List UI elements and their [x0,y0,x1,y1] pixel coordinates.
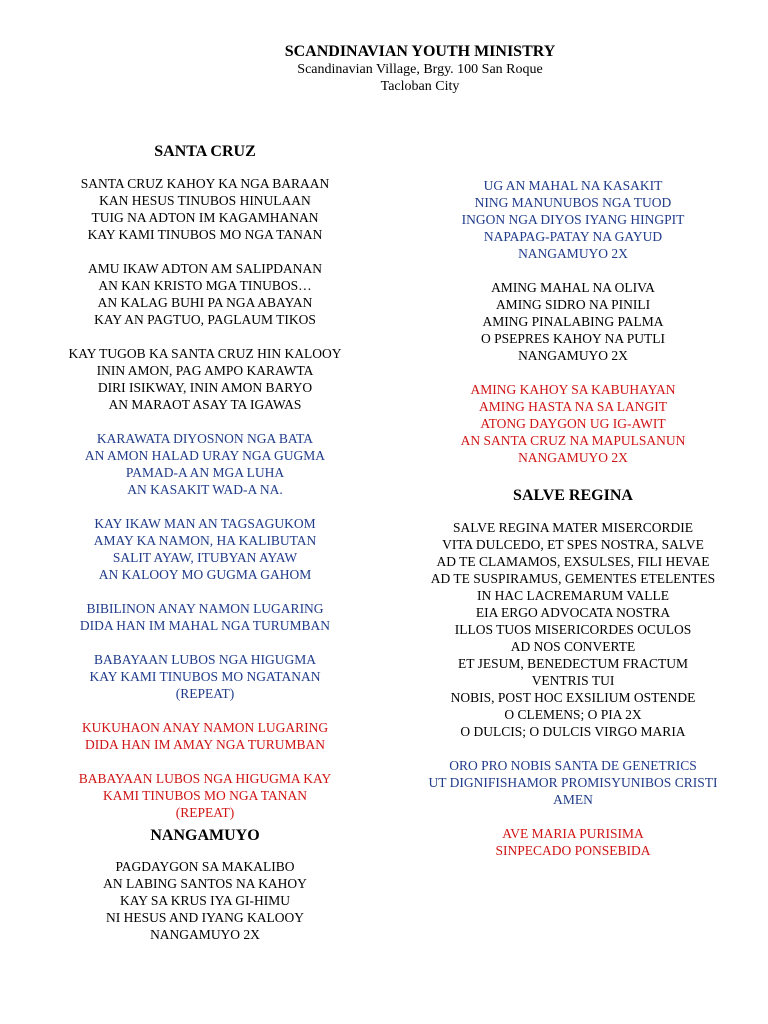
address-line-1: Scandinavian Village, Brgy. 100 San Roque [297,62,543,77]
lyric-line: DIDA HAN IM AMAY NGA TURUMBAN [85,737,325,752]
salve-regina-title: SALVE REGINA [513,487,633,504]
stanza [398,519,748,740]
lyric-line: O CLEMENS; O PIA 2X [504,707,642,722]
address-line-2: Tacloban City [380,79,460,94]
lyric-line: NANGAMUYO 2X [518,348,628,363]
lyric-line: KUKUHAON ANAY NAMON LUGARING [81,720,329,735]
stanza [30,175,380,243]
lyric-line: BABAYAAN LUBOS NGA HIGUGMA KAY [78,771,332,786]
stanza [30,260,380,328]
lyric-line: KAY IKAW MAN AN TAGSAGUKOM [94,516,316,531]
lyric-line: NANGAMUYO 2X [518,246,628,261]
lyric-line: KAY SA KRUS IYA GI-HIMU [119,893,291,908]
lyric-line: ORO PRO NOBIS SANTA DE GENETRICS [449,758,697,773]
lyric-line: SALVE REGINA MATER MISERCORDIE [453,520,693,535]
lyric-line: AMING SIDRO NA PINILI [495,297,651,312]
lyric-line: ATONG DAYGON UG IG-AWIT [480,416,666,431]
lyric-line: NOBIS, POST HOC EXSILIUM OSTENDE [450,690,696,705]
stanza [30,345,380,413]
salve-regina-body [398,519,748,859]
lyric-line: AMING HASTA NA SA LANGIT [479,399,667,414]
lyric-line: EIA ERGO ADVOCATA NOSTRA [475,605,671,620]
stanza [398,381,748,466]
stanza [30,515,380,583]
nangamuyo-body [30,858,380,943]
lyric-line: AN KASAKIT WAD-A NA. [127,482,283,497]
lyric-line: AVE MARIA PURISIMA [502,826,644,841]
lyric-line: KAMI TINUBOS MO NGA TANAN [103,788,307,803]
lyric-line: DIRI ISIKWAY, ININ AMON BARYO [97,380,313,395]
santa-cruz-title: SANTA CRUZ [154,143,256,160]
lyric-line: DIDA HAN IM MAHAL NGA TURUMBAN [79,618,331,633]
lyric-line: AMING PINALABING PALMA [482,314,664,329]
lyric-line: TUIG NA ADTON IM KAGAMHANAN [91,210,319,225]
lyric-line: VITA DULCEDO, ET SPES NOSTRA, SALVE [442,537,704,552]
lyric-line: NANGAMUYO 2X [518,450,628,465]
lyric-line: KAY KAMI TINUBOS MO NGATANAN [89,669,321,684]
lyric-line: ILLOS TUOS MISERICORDES OCULOS [454,622,692,637]
lyric-line: ET JESUM, BENEDECTUM FRACTUM [457,656,689,671]
lyric-line: AN KAN KRISTO MGA TINUBOS… [98,278,312,293]
lyric-line: BIBILINON ANAY NAMON LUGARING [86,601,324,616]
lyric-line: O PSEPRES KAHOY NA PUTLI [480,331,666,346]
lyric-line: SINPECADO PONSEBIDA [495,843,651,858]
lyric-line: KAY KAMI TINUBOS MO NGA TANAN [87,227,323,242]
stanza [30,600,380,634]
lyric-line: AMAY KA NAMON, HA KALIBUTAN [93,533,317,548]
lyric-line: UG AN MAHAL NA KASAKIT [483,178,663,193]
document-header [0,42,768,95]
lyric-line: AMU IKAW ADTON AM SALIPDANAN [88,261,322,276]
nangamuyo-continued-body [398,177,748,466]
lyric-line: KARAWATA DIYOSNON NGA BATA [96,431,314,446]
lyric-line: SALIT AYAW, ITUBYAN AYAW [112,550,298,565]
lyric-line: IN HAC LACREMARUM VALLE [477,588,669,603]
lyric-line: INGON NGA DIYOS IYANG HINGPIT [461,212,685,227]
stanza [398,177,748,262]
lyric-line: KAY AN PAGTUO, PAGLAUM TIKOS [94,312,316,327]
lyric-line: SANTA CRUZ KAHOY KA NGA BARAAN [80,176,330,191]
lyric-line: AN MARAOT ASAY TA IGAWAS [108,397,302,412]
lyric-line: AMING KAHOY SA KABUHAYAN [470,382,676,397]
stanza [30,770,380,821]
lyric-line: AN KALAG BUHI PA NGA ABAYAN [97,295,313,310]
stanza [398,757,748,808]
stanza [30,719,380,753]
lyric-line: AD TE CLAMAMOS, EXSULSES, FILI HEVAE [436,554,710,569]
lyric-line: KAN HESUS TINUBOS HINULAAN [99,193,311,208]
stanza [30,651,380,702]
santa-cruz-body [30,175,380,821]
lyric-line: VENTRIS TUI [531,673,615,688]
lyric-line: PAMAD-A AN MGA LUHA [125,465,285,480]
nangamuyo-title: NANGAMUYO [150,827,260,844]
lyric-line: (REPEAT) [175,805,235,820]
lyric-line: NING MANUNUBOS NGA TUOD [474,195,672,210]
lyric-line: AN KALOOY MO GUGMA GAHOM [98,567,312,582]
lyric-line: NI HESUS AND IYANG KALOOY [106,910,304,925]
lyric-line: AN SANTA CRUZ NA MAPULSANUN [460,433,686,448]
stanza [30,430,380,498]
org-name: SCANDINAVIAN YOUTH MINISTRY [284,43,556,60]
lyric-line: KAY TUGOB KA SANTA CRUZ HIN KALOOY [68,346,342,361]
stanza [398,279,748,364]
lyric-line: NANGAMUYO 2X [150,927,260,942]
lyric-line: UT DIGNIFISHAMOR PROMISYUNIBOS CRISTI [428,775,718,790]
lyric-line: NAPAPAG-PATAY NA GAYUD [483,229,663,244]
stanza [30,858,380,943]
lyric-line: BABAYAAN LUBOS NGA HIGUGMA [94,652,316,667]
lyric-line: PAGDAYGON SA MAKALIBO [115,859,295,874]
lyric-line: AN LABING SANTOS NA KAHOY [103,876,307,891]
lyric-line: AMEN [553,792,593,807]
stanza [398,825,748,859]
lyric-line: AMING MAHAL NA OLIVA [491,280,655,295]
lyric-line: AD NOS CONVERTE [510,639,636,654]
lyric-line: AD TE SUSPIRAMUS, GEMENTES ETELENTES [430,571,716,586]
lyric-line: ININ AMON, PAG AMPO KARAWTA [96,363,314,378]
lyric-line: (REPEAT) [175,686,235,701]
lyric-line: O DULCIS; O DULCIS VIRGO MARIA [460,724,686,739]
lyric-line: AN AMON HALAD URAY NGA GUGMA [84,448,326,463]
